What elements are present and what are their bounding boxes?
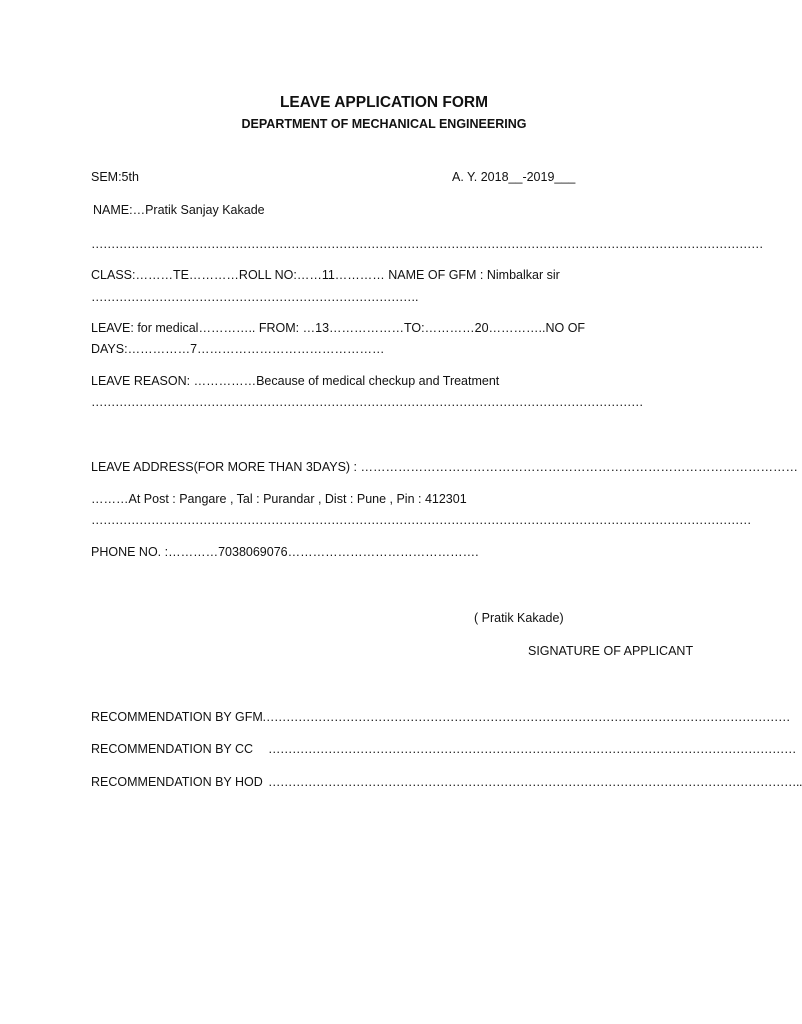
form-title: LEAVE APPLICATION FORM xyxy=(279,94,489,111)
recommendation-cc-label: RECOMMENDATION BY CC xyxy=(91,742,254,756)
applicant-name-signature: ( Pratik Kakade) xyxy=(474,611,564,625)
leave-reason-continuation-line: ………………………………………………………………………………………………………………………… xyxy=(91,395,643,409)
recommendation-gfm-dots: …………………………………………………………………………………………………………………… xyxy=(262,710,790,724)
department-heading: DEPARTMENT OF MECHANICAL ENGINEERING xyxy=(241,117,527,131)
phone-number-line: PHONE NO. :…………7038069076………………………………………. xyxy=(91,545,479,559)
class-roll-gfm-line: CLASS:………TE…………ROLL NO:……11………… NAME OF GFM : Nimbalkar sir xyxy=(91,268,560,282)
recommendation-hod-label: RECOMMENDATION BY HOD xyxy=(91,775,263,789)
leave-address-value-line: ………At Post : Pangare , Tal : Purandar , Dist : Pune , Pin : 412301 xyxy=(91,492,467,506)
leave-reason-line: LEAVE REASON: ……………Because of medical checkup and Treatment xyxy=(91,374,500,388)
leave-address-continuation-line: ………………………………………………………………………………………………………………………………………………… xyxy=(91,513,751,527)
semester-line: SEM:5th xyxy=(91,170,139,184)
academic-year-line: A. Y. 2018__-2019___ xyxy=(452,170,576,184)
name-continuation-line: …………………………………………………………………………………………………………………………………………………… xyxy=(91,237,763,251)
signature-label: SIGNATURE OF APPLICANT xyxy=(528,644,694,658)
leave-address-line: LEAVE ADDRESS(FOR MORE THAN 3DAYS) : …………………………………………………………………………………………… xyxy=(91,460,799,474)
days-line: DAYS:……………7……………………………………… xyxy=(91,342,385,356)
name-line: NAME:…Pratik Sanjay Kakade xyxy=(93,203,265,217)
class-continuation-line: ………………………………………………………………………. xyxy=(91,290,418,304)
recommendation-gfm-label: RECOMMENDATION BY GFM xyxy=(91,710,263,724)
recommendation-cc-dots: …………………………………………………………………………………………………………………… xyxy=(268,742,796,756)
recommendation-hod-dots: …………………………………………………………………………………………………………………….. xyxy=(268,775,802,789)
leave-type-dates-line: LEAVE: for medical………….. FROM: …13………………TO:…………20…………..NO OF xyxy=(91,321,586,335)
